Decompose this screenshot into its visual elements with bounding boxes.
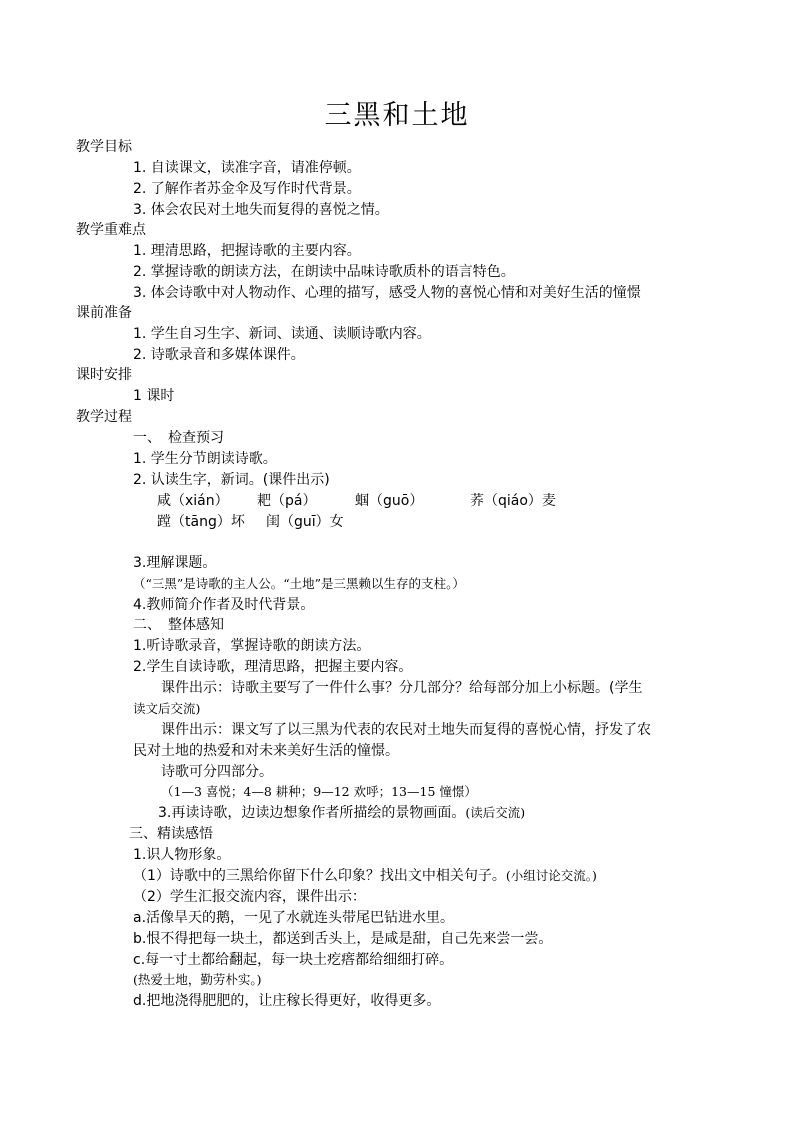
process-sec1-title: 一、 检查预习 <box>133 430 224 446</box>
quote-a: a.活像旱天的鹅，一见了水就连头带尾巴钻进水里。 <box>133 910 455 926</box>
process-sec2-title: 二、 整体感知 <box>133 617 224 633</box>
objective-item-1: 1. 自读课文，读准字音，请准停顿。 <box>133 160 361 176</box>
sec2-line-3-note: (读后交流) <box>465 805 526 820</box>
section-heading-schedule: 课时安排 <box>76 367 132 383</box>
sec2-line-2: 2.学生自读诗歌，理清思路，把握主要内容。 <box>133 659 413 675</box>
section-heading-prep: 课前准备 <box>76 305 132 321</box>
sec3-line-1: 1.识人物形象。 <box>133 847 231 863</box>
sec3-note: (热爱土地，勤劳朴实。) <box>133 972 262 987</box>
sec2-line-1: 1.听诗歌录音，掌握诗歌的朗读方法。 <box>133 638 371 654</box>
process-sec3-title: 三、精读感悟 <box>129 826 213 842</box>
section-heading-keypoints: 教学重难点 <box>76 222 146 238</box>
vocab-word-2: 耙（pá） <box>257 493 317 509</box>
sec2-line-3-text: 3.再读诗歌，边读边想象作者所描绘的景物画面。 <box>158 805 466 821</box>
sec1-note: （“三黑”是诗歌的主人公。“土地”是三黑赖以生存的支柱。） <box>133 576 465 591</box>
vocab-word-5: 蹚（tāng）坏 <box>157 514 245 530</box>
sec3-question-1-note: (小组讨论交流。) <box>505 868 597 883</box>
courseware-2-line-a: 课件出示：课文写了以三黑为代表的农民对土地失而复得的喜悦心情，抒发了农 <box>161 722 651 738</box>
sec1-line-4: 4.教师简介作者及时代背景。 <box>133 597 315 613</box>
sec1-line-3: 3.理解课题。 <box>133 555 217 571</box>
courseware-2-line-b: 民对土地的热爱和对未来美好生活的憧憬。 <box>133 743 399 759</box>
courseware-1-line-b: 读文后交流) <box>133 701 201 716</box>
prep-item-1: 1. 学生自习生字、新词、读通、读顺诗歌内容。 <box>133 326 431 342</box>
poem-parts: 诗歌可分四部分。 <box>161 764 273 780</box>
objective-item-2: 2. 了解作者苏金伞及写作时代背景。 <box>133 181 361 197</box>
vocab-word-6: 闺（guī）女 <box>266 514 344 530</box>
document-title: 三黑和土地 <box>324 100 470 131</box>
keypoint-item-3: 3. 体会诗歌中对人物动作、心理的描写，感受人物的喜悦心情和对美好生活的憧憬 <box>133 285 641 301</box>
sec2-line-3 <box>158 803 525 823</box>
keypoint-item-2: 2. 掌握诗歌的朗读方法，在朗读中品味诗歌质朴的语言特色。 <box>133 264 515 280</box>
sec3-question-1-text: （1）诗歌中的三黑给你留下什么印象？找出文中相关句子。 <box>133 868 506 884</box>
section-heading-process: 教学过程 <box>76 409 132 425</box>
sec3-question-2: （2）学生汇报交流内容，课件出示： <box>133 889 366 905</box>
prep-item-2: 2. 诗歌录音和多媒体课件。 <box>133 347 305 363</box>
sec1-line-2: 2. 认读生字，新词。(课件出示) <box>133 472 330 488</box>
sec3-question-1 <box>133 866 597 886</box>
quote-c: c.每一寸土都给翻起，每一块土疙瘩都给细细打碎。 <box>133 952 454 968</box>
schedule-value: 1 课时 <box>133 388 175 404</box>
section-heading-objectives: 教学目标 <box>76 139 132 155</box>
courseware-1-line-a: 课件出示：诗歌主要写了一件什么事？分几部分？给每部分加上小标题。(学生 <box>161 680 643 696</box>
vocab-word-4: 荞（qiáo）麦 <box>470 493 556 509</box>
keypoint-item-1: 1. 理清思路，把握诗歌的主要内容。 <box>133 243 361 259</box>
quote-b: b.恨不得把每一块土，都送到舌头上，是咸是甜，自己先来尝一尝。 <box>133 931 553 947</box>
objective-item-3: 3. 体会农民对土地失而复得的喜悦之情。 <box>133 202 389 218</box>
sec1-line-1: 1. 学生分节朗读诗歌。 <box>133 451 277 467</box>
vocab-word-3: 蝈（guō） <box>355 493 424 509</box>
vocab-word-1: 咸（xián） <box>157 493 229 509</box>
poem-parts-detail: （1—3 喜悦；4—8 耕种；9—12 欢呼；13—15 憧憬） <box>161 784 477 799</box>
quote-d: d.把地浇得肥肥的，让庄稼长得更好，收得更多。 <box>133 993 441 1009</box>
